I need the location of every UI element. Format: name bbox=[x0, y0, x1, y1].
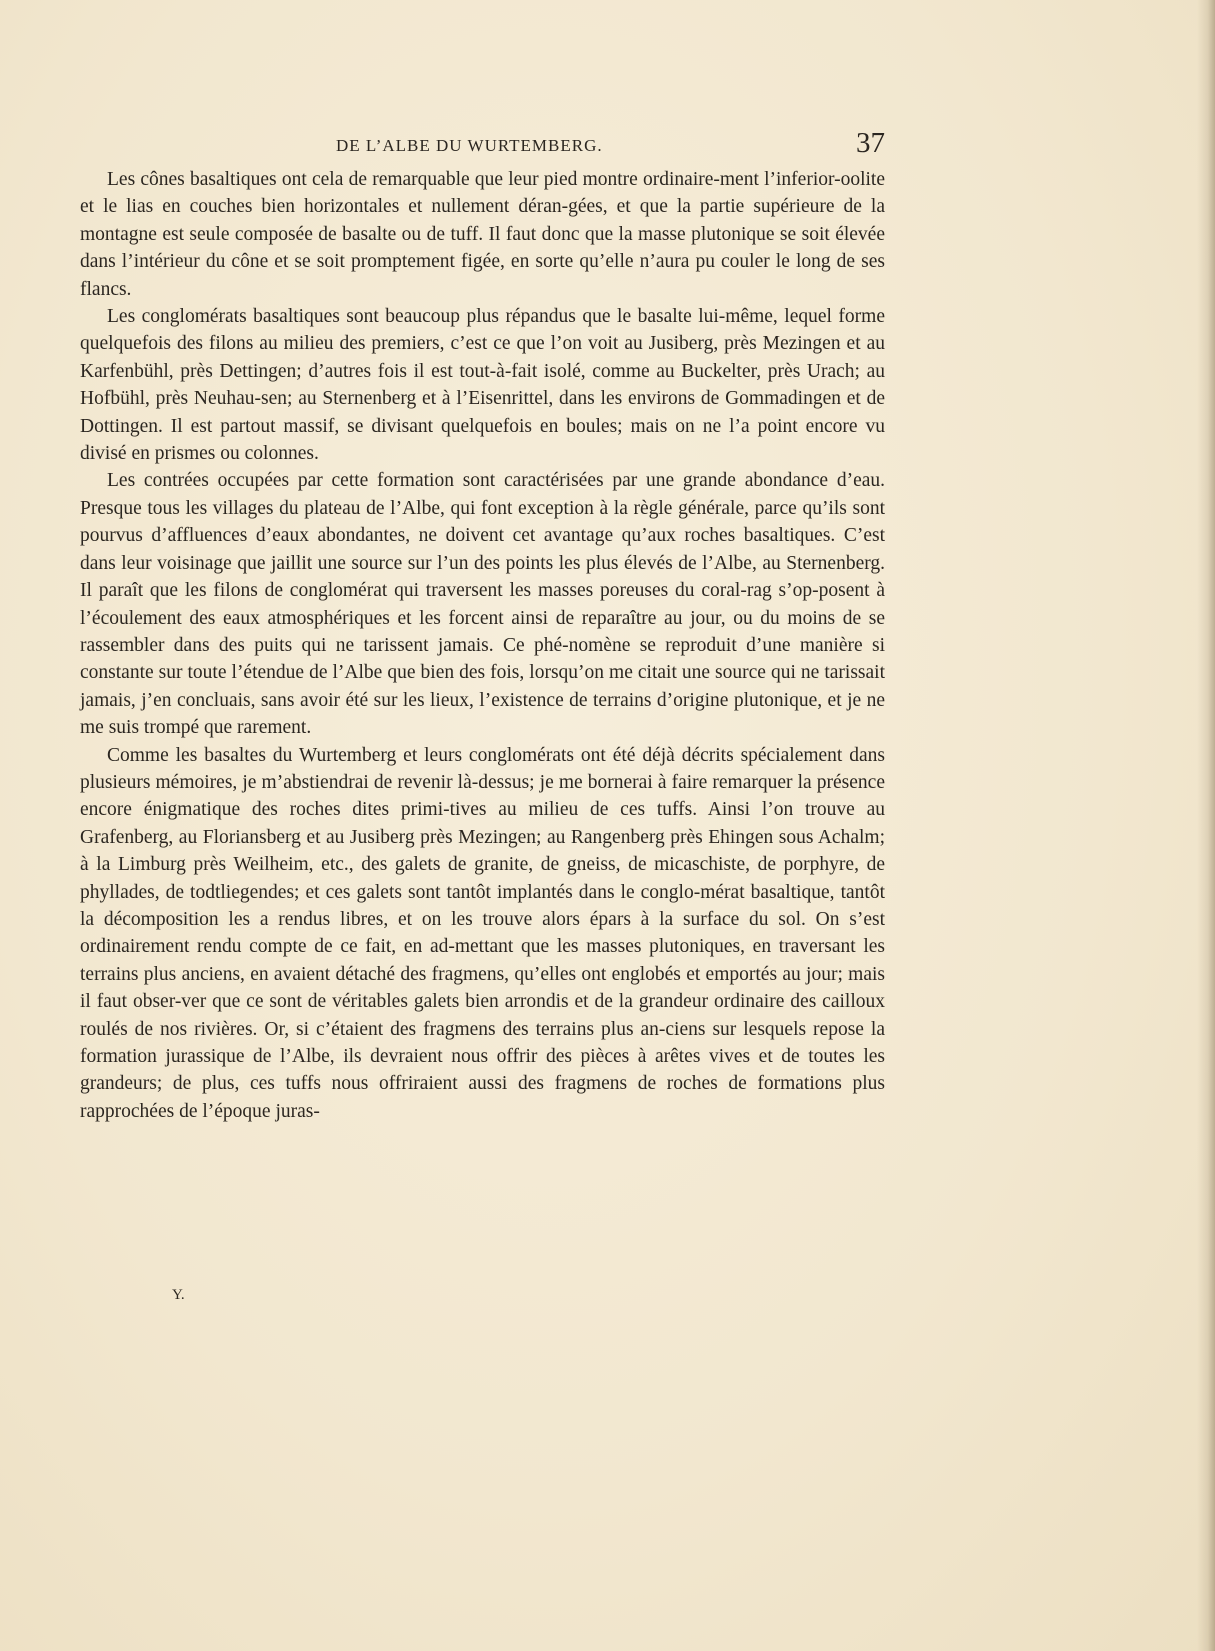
paragraph: Les contrées occupées par cette formation sont caractérisées par une grande abondance d’eau. Presque tous les villages du plateau de l’Albe, qui font exception à la règle générale, parce qu’ils sont pourvus d’affluences d’eaux abondantes, ne doivent cet avantage qu’aux roches basaltiques. C’est dans leur voisinage que jaillit une source sur l’un des points les plus élevés de l’Albe, au Sternenberg. Il paraît que les filons de conglomérat qui traversent les masses poreuses du coral-rag s’op-posent à l’écoulement des eaux atmosphériques et les forcent ainsi de reparaître au jour, ou du moins de se rassembler dans des puits qui ne tarissent jamais. Ce phé-nomène se reproduit d’une manière si constante sur toute l’étendue de l’Albe que bien des fois, lorsqu’on me citait une source qui ne tarissait jamais, j’en concluais, sans avoir été sur les lieux, l’existence de terrains d’origine plutonique, et je ne me suis trompé que rarement. bbox=[80, 470, 885, 739]
page-number: 37 bbox=[856, 127, 885, 159]
paragraph: Les cônes basaltiques ont cela de remarquable que leur pied montre ordinaire-ment l’inferior-oolite et le lias en couches bien horizontales et nullement déran-gées, et que la partie supérieure de la montagne est seule composée de basalte ou de tuff. Il faut donc que la masse plutonique se soit élevée dans l’intérieur du cône et se soit promptement figée, en sorte qu’elle n’aura pu couler le long de ses flancs. bbox=[80, 169, 885, 300]
running-head: DE L’ALBE DU WURTEMBERG. bbox=[336, 136, 603, 155]
signature-mark: Y. bbox=[172, 1287, 185, 1303]
page-edge-shadow bbox=[1197, 0, 1215, 1651]
page-header bbox=[80, 128, 885, 168]
paragraph: Les conglomérats basaltiques sont beaucoup plus répandus que le basalte lui-même, lequel forme quelquefois des filons au milieu des premiers, c’est ce que l’on voit au Jusiberg, près Mezingen et au Karfenbühl, près Dettingen; d’autres fois il est tout-à-fait isolé, comme au Buckelter, près Urach; au Hofbühl, près Neuhau-sen; au Sternenberg et à l’Eisenrittel, dans les environs de Gommadingen et de Dottingen. Il est partout massif, se divisant quelquefois en boules; mais on ne l’a point encore vu divisé en prismes ou colonnes. bbox=[80, 306, 885, 465]
paragraph: Comme les basaltes du Wurtemberg et leurs conglomérats ont été déjà décrits spécialement dans plusieurs mémoires, je m’abstiendrai de revenir là-dessus; je me bornerai à faire remarquer la présence encore énigmatique des roches dites primi-tives au milieu de ces tuffs. Ainsi l’on trouve au Grafenberg, au Floriansberg et au Jusiberg près Mezingen; au Rangenberg près Ehingen sous Achalm; à la Limburg près Weilheim, etc., des galets de granite, de gneiss, de micaschiste, de porphyre, de phyllades, de todtliegendes; et ces galets sont tantôt implantés dans le conglo-mérat basaltique, tantôt la décomposition les a rendus libres, et on les trouve alors épars à la surface du sol. On s’est ordinairement rendu compte de ce fait, en ad-mettant que les masses plutoniques, en traversant les terrains plus anciens, en avaient détaché des fragmens, qu’elles ont englobés et emportés au jour; mais il faut obser-ver que ce sont de véritables galets bien arrondis et de la grandeur ordinaire des cailloux roulés de nos rivières. Or, si c’étaient des fragmens des terrains plus an-ciens sur lesquels repose la formation jurassique de l’Albe, ils devraient nous offrir des pièces à arêtes vives et de toutes les grandeurs; de plus, ces tuffs nous offriraient aussi des fragmens de roches de formations plus rapprochées de l’époque juras- bbox=[80, 744, 885, 1122]
body-text bbox=[80, 166, 885, 1125]
